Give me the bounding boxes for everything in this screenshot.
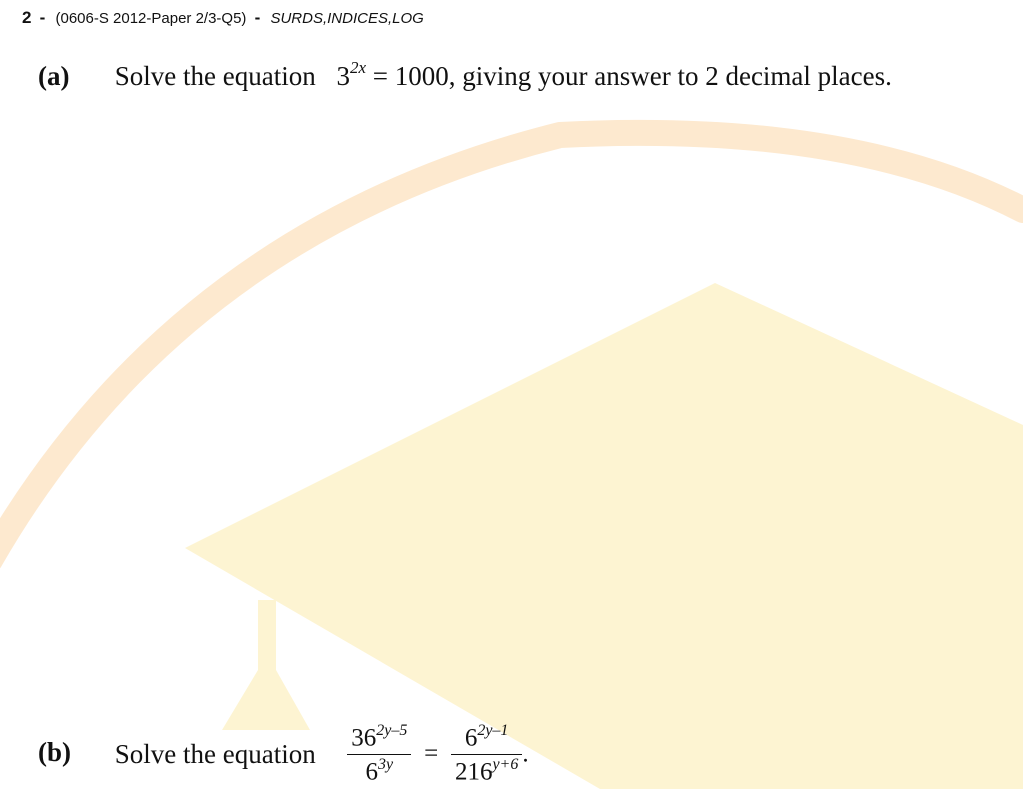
question-header bbox=[22, 8, 424, 28]
paper-code: (0606-S 2012-Paper 2/3-Q5) bbox=[55, 10, 247, 27]
part-a-exponent: 2x bbox=[349, 58, 367, 77]
right-denominator: $216^{y+6}$ bbox=[454, 755, 519, 786]
part-b-label: (b) bbox=[38, 736, 71, 767]
left-denominator: $6^{3y}$ bbox=[365, 755, 394, 786]
cap-board bbox=[185, 283, 1023, 789]
question-part-a bbox=[38, 60, 892, 92]
part-b-prompt: Solve the equation bbox=[114, 738, 316, 769]
equals-sign: = bbox=[424, 740, 439, 768]
left-numerator: $36^{2y-5}$ bbox=[347, 723, 411, 755]
header-separator: - bbox=[39, 8, 46, 27]
end-mark: . bbox=[522, 740, 529, 768]
cap-tassel bbox=[222, 600, 310, 730]
header-separator-2: - bbox=[254, 8, 261, 27]
part-a-base: 3 bbox=[336, 61, 350, 91]
question-part-b bbox=[38, 723, 529, 786]
part-a-prompt: Solve the equation bbox=[114, 61, 316, 91]
part-a-rhs: = 1000, bbox=[372, 61, 456, 91]
part-a-equation bbox=[336, 58, 462, 91]
question-number: 2 bbox=[22, 8, 32, 27]
right-numerator: $6^{2y-1}$ bbox=[451, 723, 522, 755]
right-fraction bbox=[451, 723, 522, 786]
part-a-label: (a) bbox=[38, 61, 70, 91]
left-fraction bbox=[347, 723, 411, 786]
part-a-instruction: giving your answer to 2 decimal places. bbox=[462, 61, 892, 91]
topic-label: SURDS,INDICES,LOG bbox=[270, 10, 424, 27]
